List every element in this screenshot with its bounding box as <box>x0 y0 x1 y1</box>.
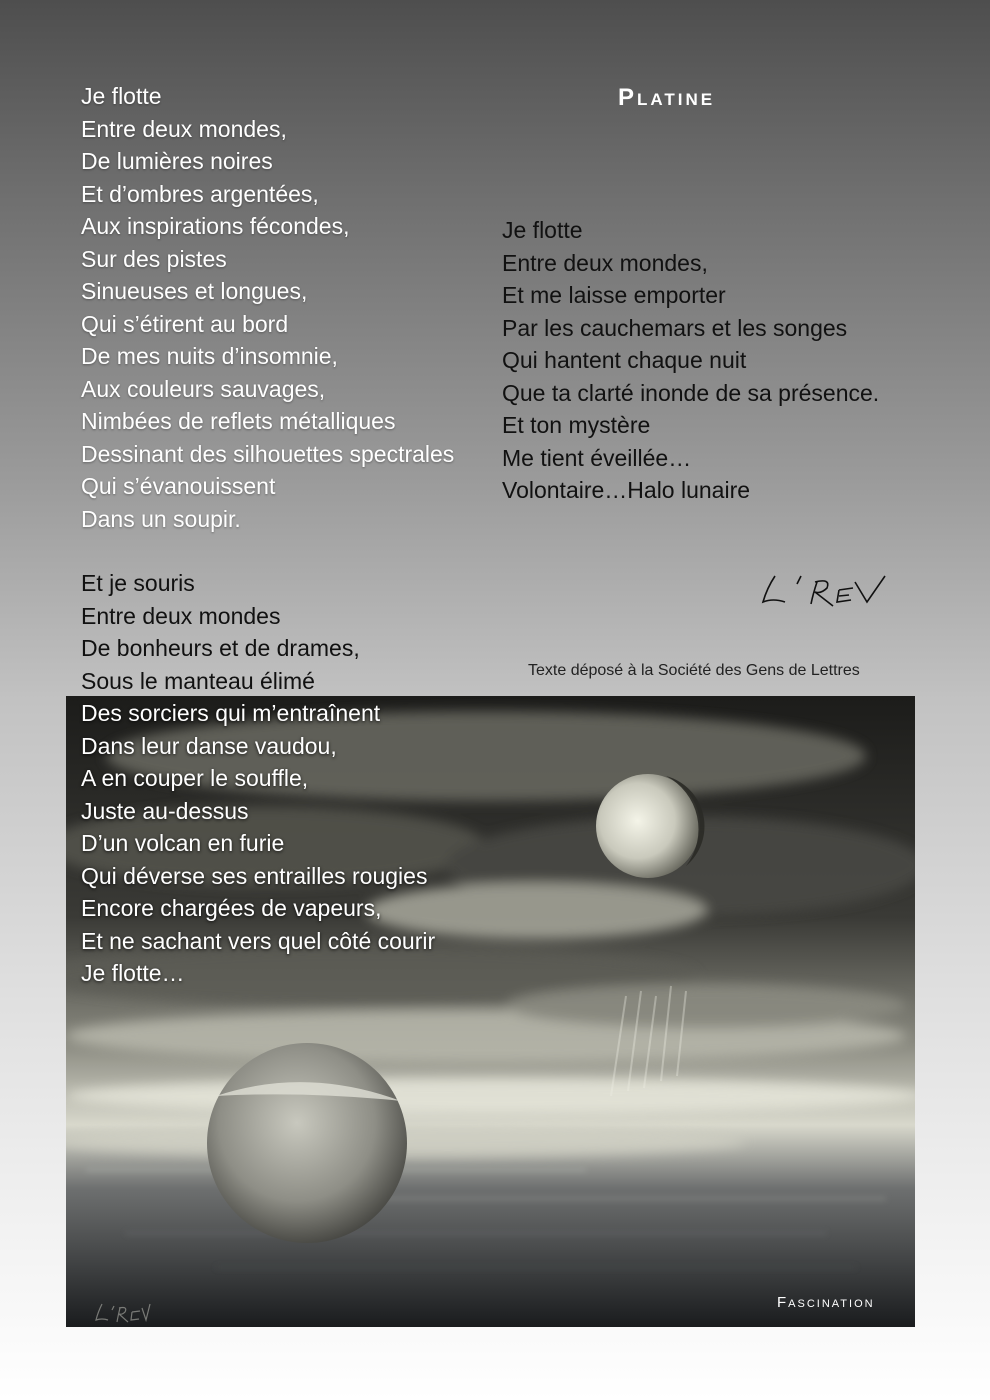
poem-line: Dans un soupir. <box>81 505 241 532</box>
poem-line: D’un volcan en furie <box>81 830 285 856</box>
poem-line: Et ton mystère <box>502 412 651 438</box>
painting-signature <box>92 1300 152 1326</box>
poem-line: Je flotte <box>81 83 162 109</box>
poem-line: Et je souris <box>81 570 195 596</box>
poem-line: Sinueuses et longues, <box>81 278 308 304</box>
poem-line: Aux inspirations fécondes, <box>81 213 350 239</box>
poem-line: Je flotte <box>502 217 583 243</box>
poem-title: Platine <box>618 84 716 111</box>
poem-line: Que ta clarté inonde de sa présence. <box>502 379 880 406</box>
poem-line: Je flotte… <box>81 960 185 986</box>
copyright-notice: Texte déposé à la Société des Gens de Lettres <box>528 662 860 679</box>
poem-line: De bonheurs et de drames, <box>81 635 360 661</box>
poem-line: Et ne sachant vers quel côté courir <box>81 927 436 954</box>
poem-line: De lumières noires <box>81 148 273 174</box>
poem-line: Qui hantent chaque nuit <box>502 347 747 373</box>
poem-line: Par les cauchemars et les songes <box>502 314 848 341</box>
poem-line: Qui s’évanouissent <box>81 473 276 499</box>
poem-line: Qui s’étirent au bord <box>81 310 289 337</box>
poem-line: Et d’ombres argentées, <box>81 180 319 207</box>
poem-line: Juste au-dessus <box>81 797 249 824</box>
poem-line: De mes nuits d’insomnie, <box>81 343 338 369</box>
poem-line: Aux couleurs sauvages, <box>81 375 326 402</box>
poem-line: A en couper le souffle, <box>81 765 309 791</box>
poem-stanza-left-1 <box>81 80 454 535</box>
poem-stanza-right <box>502 214 879 507</box>
poem-line: Sous le manteau élimé <box>81 667 315 694</box>
poem-line: Volontaire…Halo lunaire <box>502 477 751 503</box>
poem-stanza-left-2 <box>81 567 435 990</box>
poem-line: Me tient éveillée… <box>502 444 692 471</box>
painting-caption: Fascination <box>777 1294 875 1311</box>
poem-line: Encore chargées de vapeurs, <box>81 895 382 921</box>
poem-line: Entre deux mondes, <box>81 115 287 142</box>
author-signature <box>755 568 895 612</box>
poem-line: Dessinant des silhouettes spectrales <box>81 440 455 467</box>
poem-line: Dans leur danse vaudou, <box>81 732 337 759</box>
poem-line: Sur des pistes <box>81 245 227 272</box>
poem-line: Qui déverse ses entrailles rougies <box>81 862 428 889</box>
poem-line: Et me laisse emporter <box>502 282 726 308</box>
poem-line: Nimbées de reflets métalliques <box>81 408 396 434</box>
poem-line: Des sorciers qui m’entraînent <box>81 700 381 726</box>
poem-line: Entre deux mondes, <box>502 249 708 276</box>
poem-line: Entre deux mondes <box>81 602 281 629</box>
